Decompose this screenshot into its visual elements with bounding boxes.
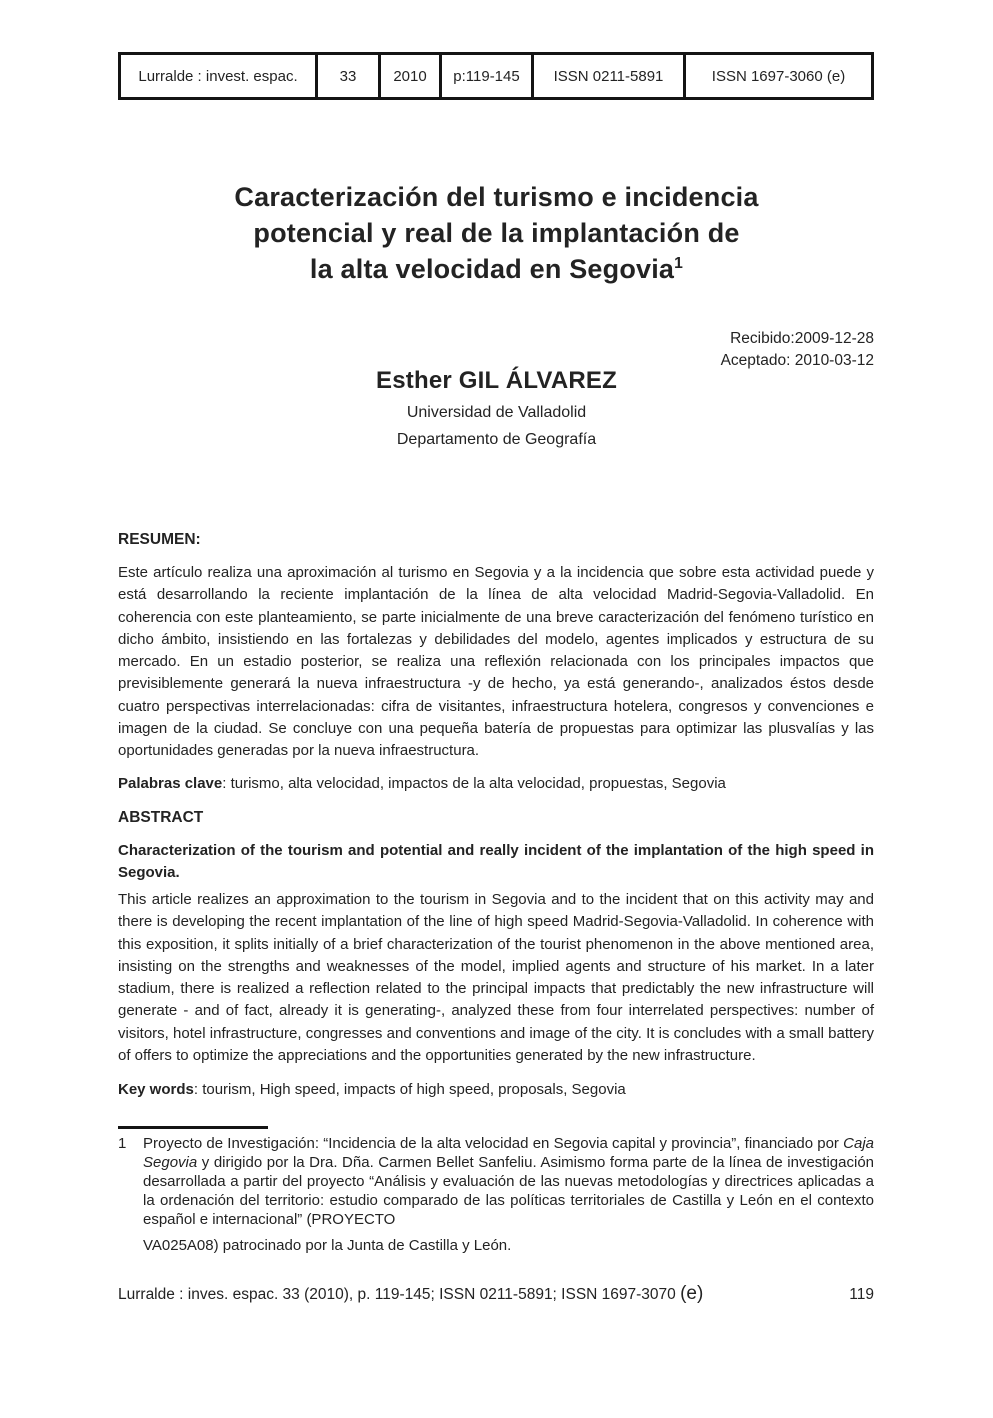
key-words-label: Key words [118, 1081, 194, 1098]
author-name: Esther GIL ÁLVAREZ [376, 367, 617, 394]
title-footnote-marker: 1 [674, 255, 684, 272]
author-affiliation-department: Departamento de Geografía [396, 431, 597, 448]
footnote-italic-caja-segovia: Caja Segovia [143, 1135, 874, 1171]
footnote-part2: y dirigido por la Dra. Dña. Carmen Bellet Sanfeliu. Asimismo forma parte de la línea de investigación desarrollada a partir del proyecto “Análisis y evaluación de las nuevas metodologías y directrices aplicadas a la ordenación del territorio: estudio comparado de las políticas territoriales de Castilla y León en el contexto español e internacional” (PROYECTO [143, 1153, 874, 1228]
article-title [0, 179, 993, 287]
page-footer [118, 1283, 874, 1305]
article-title-line-3 [0, 251, 993, 287]
received-date: Recibido:2009-12-28 [730, 330, 874, 347]
footer-citation-text: Lurralde : inves. espac. 33 (2010), p. 119-145; ISSN 0211-5891; ISSN 1697-3070 [118, 1286, 681, 1303]
key-words-line [118, 1081, 874, 1098]
accepted-date: Aceptado: 2010-03-12 [720, 352, 874, 369]
journal-issn-e-cell: ISSN 1697-3060 (e) [683, 55, 871, 97]
author-affiliation-university: Universidad de Valladolid [406, 404, 587, 421]
journal-name-cell: Lurralde : invest. espac. [138, 67, 298, 85]
article-title-line-1: Caracterización del turismo e incidencia [234, 182, 759, 212]
dates-block [721, 328, 874, 372]
key-words-text: : tourism, High speed, impacts of high speed, proposals, Segovia [193, 1081, 626, 1098]
palabras-clave-line [118, 775, 874, 792]
article-title-line-3-text: la alta velocidad en Segovia [309, 254, 675, 284]
footnote-number: 1 [118, 1135, 127, 1152]
footer-e-suffix: (e) [680, 1283, 704, 1304]
footnote-text [118, 1135, 874, 1230]
abstract-subtitle: Characterization of the tourism and potential and really incident of the implantation of the high speed in Segovia. [118, 842, 874, 882]
journal-year-cell: 2010 [378, 55, 439, 97]
page-number: 119 [849, 1286, 874, 1303]
resumen-heading: RESUMEN: [118, 531, 201, 548]
resumen-paragraph: Este artículo realiza una aproximación al turismo en Segovia y a la incidencia que sobre esta actividad puede y está desarrollando la reciente implantación de la línea de alta velocidad Madrid-Segovia-Valladolid. En coherencia con este planteamiento, se parte inicialmente de una breve caracterización del fenómeno turístico en dicho ámbito, insistiendo en las fortalezas y debilidades del modelo, agentes implicados y estructura de su mercado. En un estadio posterior, se realiza una reflexión relacionada con los principales impactos que previsiblemente generará la nueva infraestructura -y de hecho, ya está generando-, analizados éstos desde cuatro perspectivas interrelacionadas: cifra de visitantes, infraestructura hotelera, congresos y convenciones e imagen de la ciudad. Se concluye con una pequeña batería de propuestas para optimizar las plusvalías y las oportunidades generadas por la nueva infraestructura. [118, 564, 874, 760]
footnote-divider [118, 1126, 268, 1129]
journal-volume-cell: 33 [315, 55, 378, 97]
abstract-heading: ABSTRACT [118, 809, 204, 826]
journal-issn-cell: ISSN 0211-5891 [531, 55, 683, 97]
journal-pages-cell: p:119-145 [439, 55, 531, 97]
footnote-part1: Proyecto de Investigación: “Incidencia de la alta velocidad en Segovia capital y provincia”, financiado por [143, 1135, 844, 1152]
abstract-paragraph: This article realizes an approximation to the tourism in Segovia and to the incident that on this activity may and there is developing the recent implantation of the line of high speed Madrid-Segovia-Valladolid. In coherence with this exposition, it splits initially of a brief characterization of the tourist phenomenon in the above mentioned area, insisting on the strengths and weaknesses of the model, implied agents and structure of his market. In a later stadium, there is realized a reflection related to the principal impacts that predictably the new infrastructure will generate - and of fact, already it is generating-, analyzed these from four interrelated perspectives: number of visitors, hotel infrastructure, congresses and conventions and image of the city. It is concludes with a small battery of offers to optimize the appreciations and the opportunities generated by the new infrastructure. [118, 891, 874, 1065]
footnote-last-line: VA025A08) patrocinado por la Junta de Castilla y León. [143, 1236, 512, 1254]
palabras-clave-label: Palabras clave [118, 775, 223, 792]
footnote-block [118, 1135, 874, 1255]
author-block [0, 367, 993, 449]
footer-citation [118, 1283, 703, 1305]
journal-header-table [118, 52, 874, 100]
palabras-clave-text: : turismo, alta velocidad, impactos de la alta velocidad, propuestas, Segovia [222, 775, 726, 792]
article-title-line-2: potencial y real de la implantación de [253, 218, 740, 248]
